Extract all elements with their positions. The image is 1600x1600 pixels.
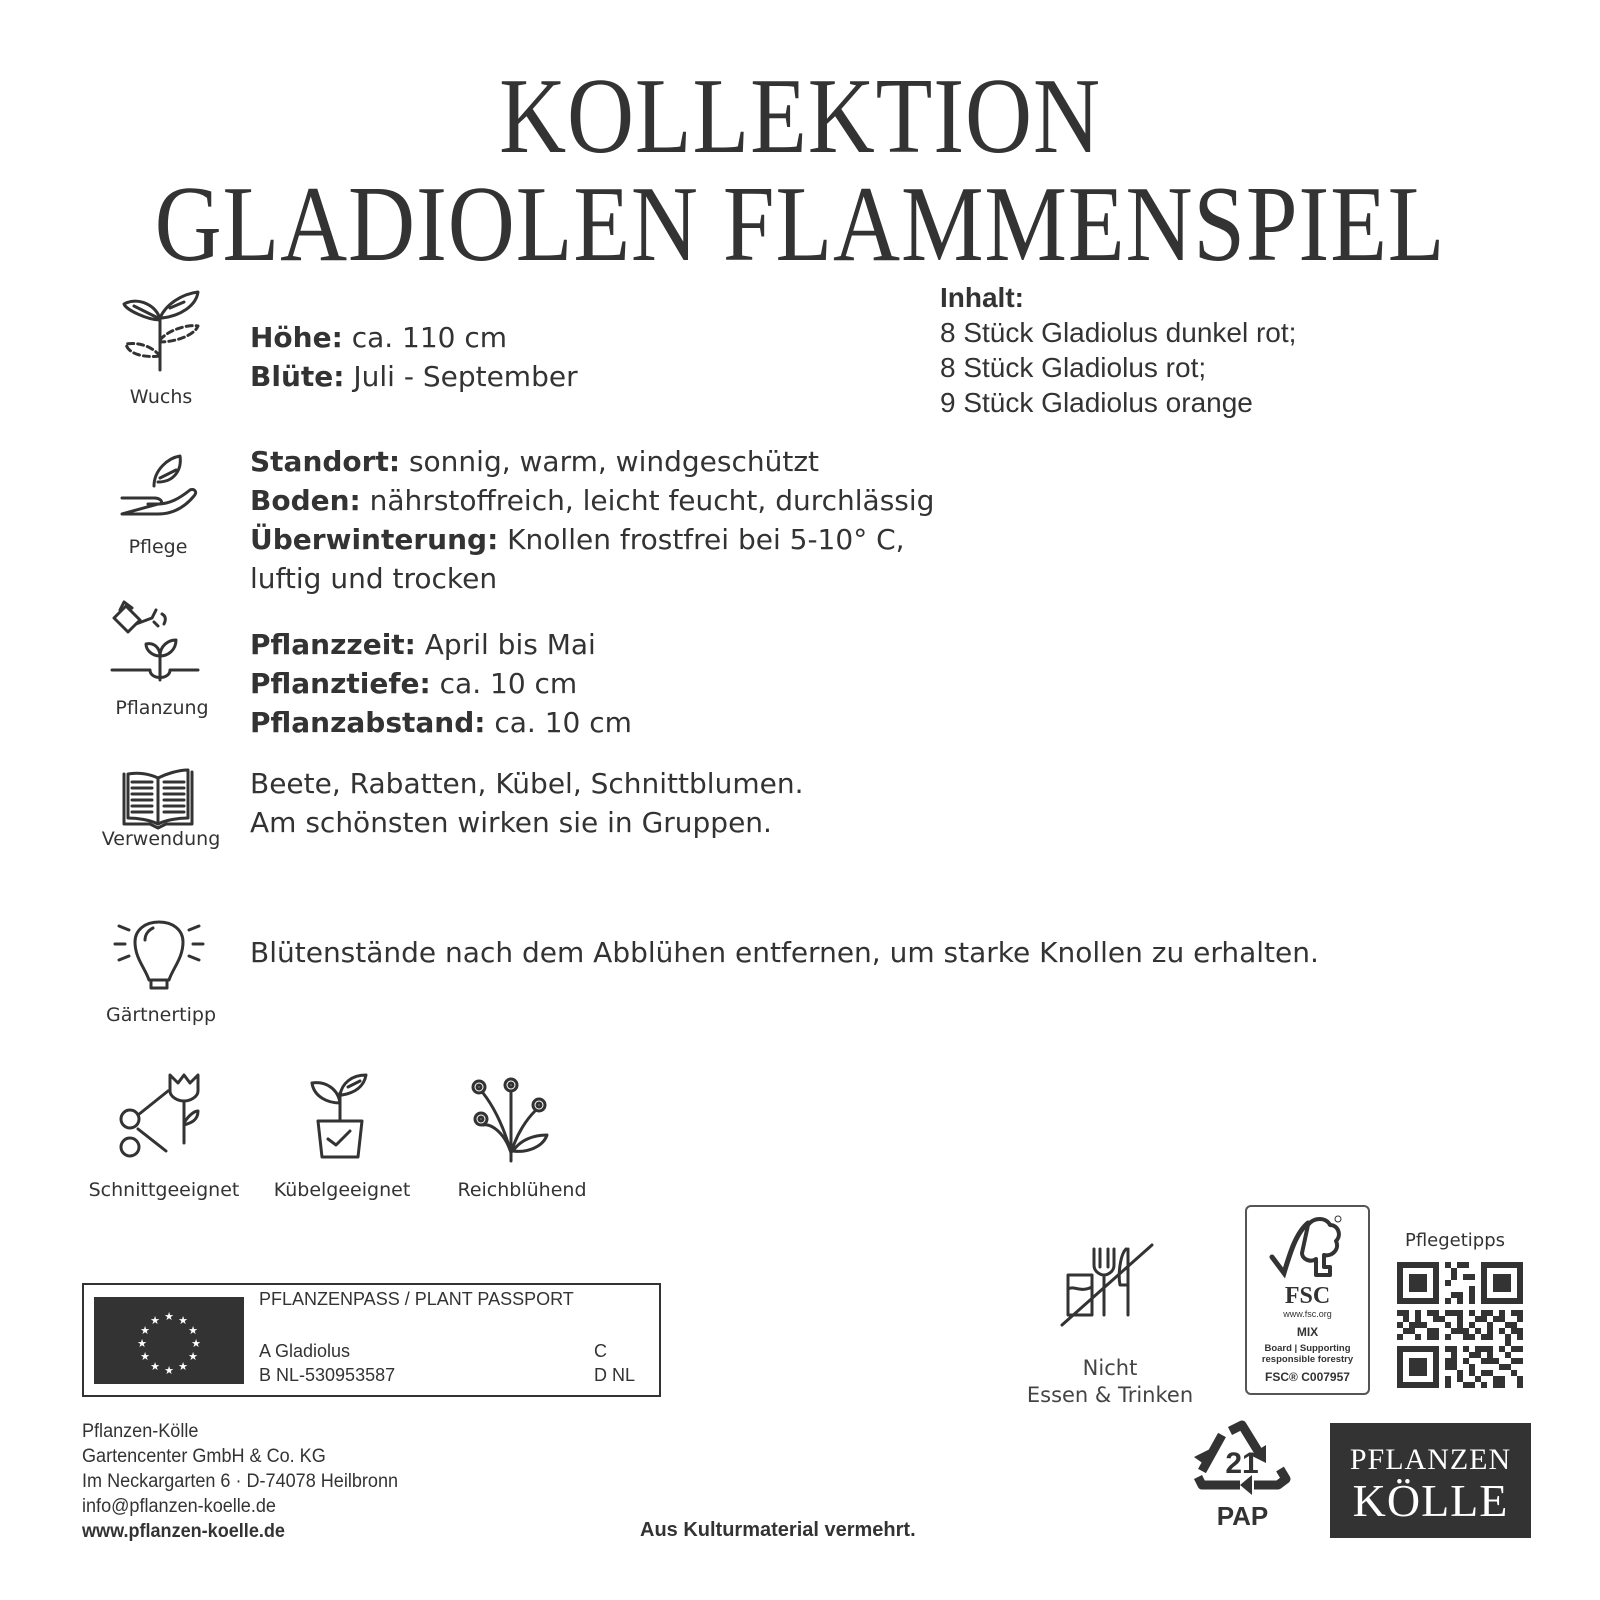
fsc-desc-1: Board | Supporting (1264, 1343, 1351, 1354)
company-email[interactable]: info@pflanzen-koelle.de (82, 1496, 276, 1517)
ueberwinterung-key: Überwinterung: (250, 523, 499, 556)
plant-passport (82, 1283, 661, 1397)
lightbulb-icon (115, 918, 205, 992)
passport-d: D NL (594, 1365, 636, 1385)
verwendung-label: Verwendung (101, 828, 221, 850)
passport-c: C (594, 1341, 607, 1361)
flower-bouquet-icon (465, 1073, 560, 1167)
ueberwinterung-value: Knollen frostfrei bei 5-10° C, (498, 523, 905, 556)
fsc-mix: MIX (1296, 1325, 1319, 1339)
no-food-drink-icon (1060, 1235, 1160, 1339)
gaertnertipp-text: Blütenstände nach dem Abblühen entfernen, um starke Knollen zu erhalten. (250, 936, 1319, 969)
watering-can-sprout-icon (112, 600, 207, 689)
pflanztiefe-key: Pflanztiefe: (250, 667, 431, 700)
company-name-2: Gartencenter GmbH & Co. KG (82, 1446, 326, 1467)
svg-text:★: ★ (178, 1314, 188, 1327)
recycle-pap-icon (1190, 1423, 1295, 1533)
pflanztiefe-value: ca. 10 cm (430, 667, 578, 700)
feature-label-kuebelgeeignet: Kübelgeeignet (273, 1179, 411, 1201)
fsc-brand: FSC (1284, 1283, 1331, 1309)
hoehe-value: ca. 110 cm (342, 321, 508, 354)
svg-text:★: ★ (191, 1337, 201, 1350)
pflanzung-label: Pflanzung (115, 697, 209, 719)
fsc-desc-2: responsible forestry (1261, 1354, 1354, 1365)
fsc-code: FSC® C007957 (1265, 1370, 1350, 1384)
svg-text:★: ★ (150, 1360, 160, 1373)
qr-code-icon[interactable] (1397, 1262, 1523, 1388)
plant-growth-icon (118, 290, 208, 374)
scissors-tulip-icon (118, 1073, 203, 1162)
pflege-details (250, 442, 934, 598)
passport-title: PFLANZENPASS / PLANT PASSPORT (259, 1289, 574, 1309)
boden-key: Boden: (250, 484, 361, 517)
no-food-label (1025, 1355, 1195, 1409)
company-name: Pflanzen-Kölle (82, 1421, 199, 1442)
eu-flag-icon (94, 1297, 244, 1384)
logo-line-2: KÖLLE (1352, 1475, 1509, 1526)
standort-value: sonnig, warm, windgeschützt (400, 445, 820, 478)
fsc-tree-check-icon (1247, 1207, 1368, 1285)
fsc-url: www.fsc.org (1283, 1309, 1332, 1319)
no-food-line-1: Nicht (1082, 1356, 1138, 1380)
pflanzzeit-value: April bis Mai (415, 628, 596, 661)
no-food-line-2: Essen & Trinken (1026, 1383, 1194, 1407)
gaertnertipp-label: Gärtnertipp (105, 1004, 217, 1026)
svg-text:★: ★ (178, 1360, 188, 1373)
hoehe-key: Höhe: (250, 321, 343, 354)
hand-leaf-icon (118, 448, 208, 527)
svg-text:★: ★ (140, 1350, 150, 1363)
bluete-value: Juli - September (344, 360, 578, 393)
logo-line-1: PFLANZEN (1349, 1443, 1512, 1476)
pflanzen-koelle-logo (1330, 1423, 1531, 1538)
svg-text:★: ★ (140, 1324, 150, 1337)
ueberwinterung-value-cont: luftig und trocken (250, 562, 498, 595)
potted-plant-check-icon (310, 1073, 370, 1162)
company-address (82, 1419, 398, 1544)
passport-b: B NL-530953587 (259, 1365, 396, 1385)
pflanzabstand-key: Pflanzabstand: (250, 706, 486, 739)
wuchs-label: Wuchs (129, 386, 193, 408)
company-street: Im Neckargarten 6 · D-74078 Heilbronn (82, 1471, 399, 1492)
svg-text:★: ★ (164, 1310, 174, 1323)
svg-text:★: ★ (150, 1314, 160, 1327)
verwendung-details (250, 764, 803, 842)
feature-label-reichbluehend: Reichblühend (457, 1179, 587, 1201)
title-line-1: KOLLEKTION (499, 57, 1101, 176)
company-website[interactable]: www.pflanzen-koelle.de (82, 1521, 285, 1542)
svg-text:★: ★ (137, 1337, 147, 1350)
svg-text:★: ★ (164, 1364, 174, 1377)
svg-text:21: 21 (1225, 1447, 1259, 1480)
svg-text:★: ★ (188, 1324, 198, 1337)
pflege-label: Pflege (128, 536, 188, 558)
standort-key: Standort: (250, 445, 401, 478)
pflanzabstand-value: ca. 10 cm (485, 706, 632, 739)
contents-item: 8 Stück Gladiolus dunkel rot; (940, 317, 1297, 348)
title-line-2: GLADIOLEN FLAMMENSPIEL (154, 165, 1446, 284)
fsc-label (1245, 1205, 1370, 1395)
feature-label-schnittgeeignet: Schnittgeeignet (88, 1179, 240, 1201)
svg-text:★: ★ (188, 1350, 198, 1363)
recycle-code: PAP (1216, 1501, 1269, 1531)
pflanzzeit-key: Pflanzzeit: (250, 628, 416, 661)
qr-label: Pflegetipps (1404, 1230, 1506, 1251)
contents-item: 9 Stück Gladiolus orange (940, 387, 1253, 418)
footer-note: Aus Kulturmaterial vermehrt. (640, 1519, 916, 1541)
verwendung-line-1: Beete, Rabatten, Kübel, Schnittblumen. (250, 767, 804, 800)
passport-a: A Gladiolus (259, 1341, 351, 1361)
wuchs-details (250, 318, 578, 396)
pflanzung-details (250, 625, 632, 742)
boden-value: nährstoffreich, leicht feucht, durchlässig (360, 484, 935, 517)
contents-heading: Inhalt: (940, 282, 1024, 313)
contents-block (940, 280, 1296, 420)
contents-item: 8 Stück Gladiolus rot; (940, 352, 1207, 383)
open-book-icon (122, 770, 197, 836)
verwendung-line-2: Am schönsten wirken sie in Gruppen. (250, 806, 772, 839)
bluete-key: Blüte: (250, 360, 345, 393)
